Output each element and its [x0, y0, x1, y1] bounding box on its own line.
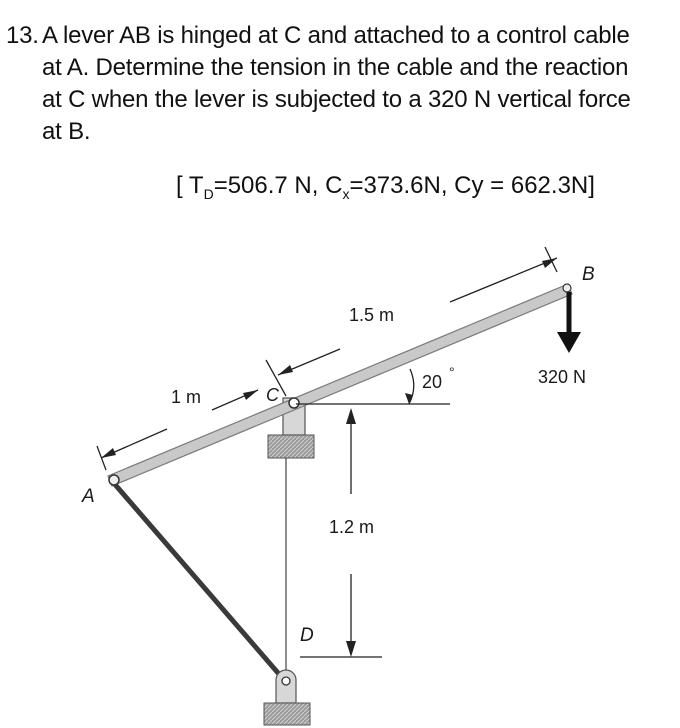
problem-text-1: A lever AB is hinged at C and attached to a control cable [42, 22, 630, 49]
point-label-b: B [582, 264, 595, 285]
answer-key [176, 171, 595, 209]
dim-label-1-2m: 1.2 m [329, 517, 375, 537]
point-label-a: A [82, 486, 95, 507]
problem-line-3: at C when the lever is subjected to a 320 N vertical force [42, 86, 631, 113]
problem-number: 13. [6, 22, 39, 49]
answer-td-value: =506.7 N, C [213, 172, 343, 199]
answer-td-sub: D [203, 185, 214, 202]
answer-open: [ T [176, 172, 204, 199]
force-arrow-b [538, 292, 586, 387]
control-cable [112, 481, 285, 681]
problem-line-1 [6, 20, 674, 52]
problem-line-2: at A. Determine the tension in the cable and the reaction [42, 54, 629, 81]
problem-line-4: at B. [42, 118, 91, 145]
force-label: 320 N [538, 367, 587, 387]
lever-diagram [0, 210, 680, 728]
problem-statement [6, 20, 674, 148]
point-label-c: C [266, 385, 279, 405]
answer-cx-sub: x [342, 185, 350, 202]
dim-label-1m: 1 m [171, 387, 202, 407]
anchor-d [264, 670, 310, 725]
point-label-d: D [300, 625, 314, 646]
angle-value: 20 [422, 372, 443, 392]
angle-unit: ° [449, 364, 455, 380]
answer-cx-cy-value: =373.6N, Cy = 662.3N] [349, 172, 595, 199]
lever-ab [108, 284, 572, 486]
dim-label-1-5m: 1.5 m [349, 305, 395, 325]
